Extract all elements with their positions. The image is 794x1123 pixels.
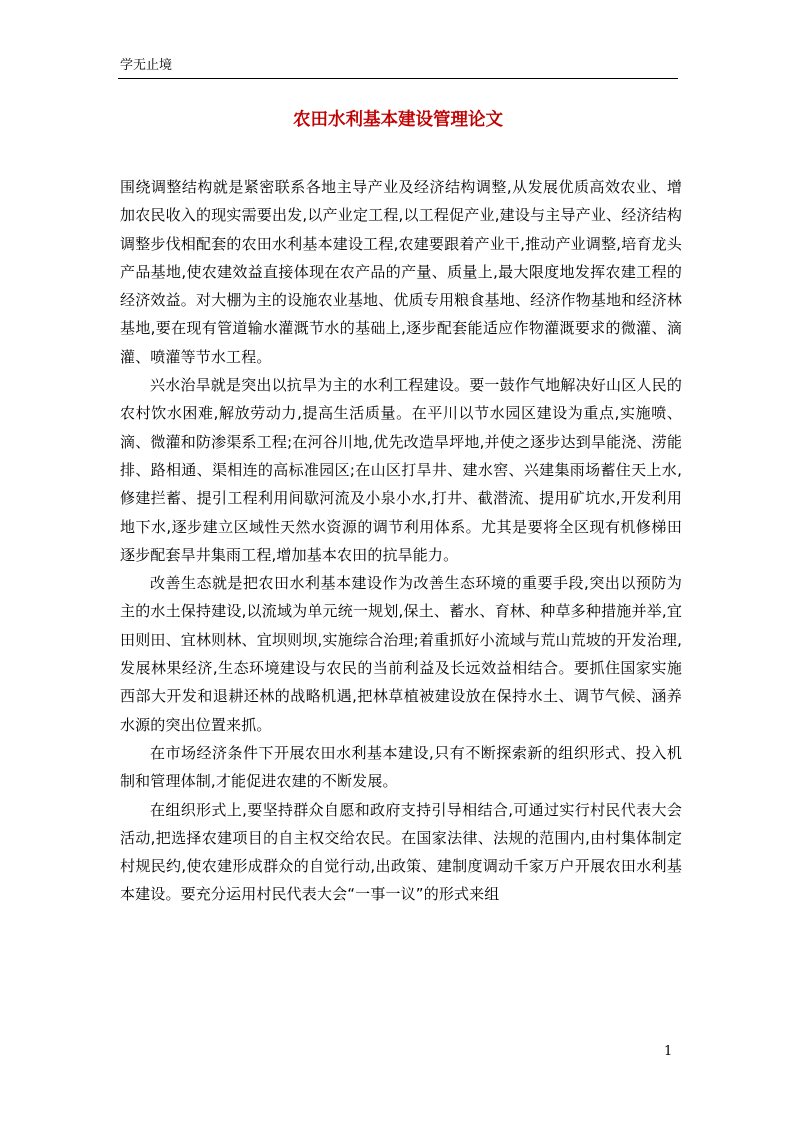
paragraph-2: 兴水治旱就是突出以抗旱为主的水利工程建设。要一鼓作气地解决好山区人民的农村饮水困难,解放劳动力,提高生活质量。在平川以节水园区建设为重点,实施喷、滴、微灌和防渗渠系工程;在河谷川地,优先改造旱坪地,并使之逐步达到旱能浇、涝能排、路相通、渠相连的高标准园区;在山区打旱井、建水窖、兴建集雨场蓄住天上水,修建拦蓄、提引工程利用间歇河流及小泉小水,打井、截潜流、提用矿坑水,开发利用地下水,逐步建立区域性天然水资源的调节利用体系。尤其是要将全区现有机修梯田逐步配套旱井集雨工程,增加基本农田的抗旱能力。 [120, 376, 682, 564]
paragraph-5: 在组织形式上,要坚持群众自愿和政府支持引导相结合,可通过实行村民代表大会活动,把选择农建项目的自主权交给农民。在国家法律、法规的范围内,由村集体制定村规民约,使农建形成群众的自觉行动,出政策、建制度调动千家万户开展农田水利基本建设。要充分运用村民代表大会“一事一议”的形式来组 [120, 800, 682, 904]
paragraph-1: 围绕调整结构就是紧密联系各地主导产业及经济结构调整,从发展优质高效农业、增加农民收入的现实需要出发,以产业定工程,以工程促产业,建设与主导产业、经济结构调整步伐相配套的农田水利基本建设工程,农建要跟着产业干,推动产业调整,培育龙头产品基地,使农建效益直接体现在农产品的产量、质量上,最大限度地发挥农建工程的经济效益。对大棚为主的设施农业基地、优质专用粮食基地、经济作物基地和经济林基地,要在现有管道输水灌溉节水的基础上,逐步配套能适应作物灌溉要求的微灌、滴灌、喷灌等节水工程。 [120, 178, 682, 366]
paragraph-3: 改善生态就是把农田水利基本建设作为改善生态环境的重要手段,突出以预防为主的水土保持建设,以流域为单元统一规划,保土、蓄水、育林、种草多种措施并举,宜田则田、宜林则林、宜坝则坝,实施综合治理;着重抓好小流域与荒山荒坡的开发治理,发展林果经济,生态环境建设与农民的当前利益及长远效益相结合。要抓住国家实施西部大开发和退耕还林的战略机遇,把林草植被建设放在保持水土、调节气候、涵养水源的突出位置来抓。 [120, 574, 682, 734]
document-body [120, 173, 682, 909]
document-title: 农田水利基本建设管理论文 [293, 110, 503, 130]
header-divider [118, 78, 678, 79]
paragraph-4: 在市场经济条件下开展农田水利基本建设,只有不断探索新的组织形式、投入机制和管理体制,才能促进农建的不断发展。 [120, 743, 682, 791]
page-header: 学无止境 [120, 58, 173, 73]
page-number: 1 [664, 1044, 673, 1059]
